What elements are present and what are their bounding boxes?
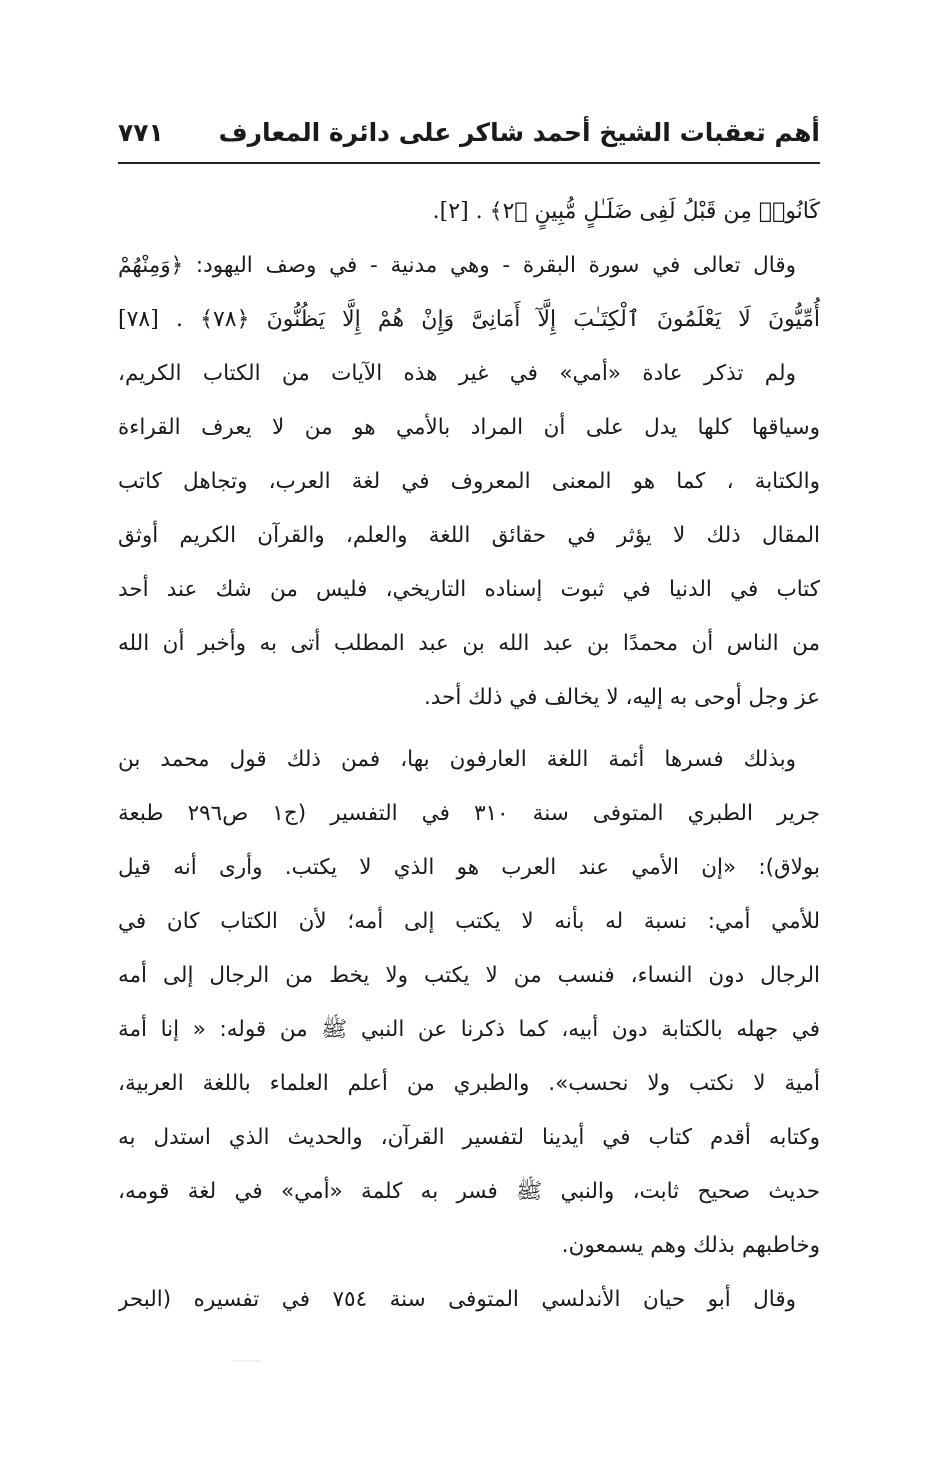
text-line: عز وجل أوحى به إليه، لا يخالف في ذلك أحد. [423,685,820,710]
body-text [118,185,820,1327]
text-line: الرجال دون النساء، فنسب من لا يكتب ولا يخط من الرجال إلى أمه [118,963,820,988]
paragraph-baqara-verse [118,239,820,347]
text-line: أمية لا نكتب ولا نحسب». والطبري من أعلم العلماء باللغة العربية، [118,1071,820,1096]
page-number: ٧٧١ [118,118,164,147]
text-line: للأمي أمي: نسبة له بأنه لا يكتب إلى أمه؛ لأن الكتاب كان في [118,909,820,934]
text-line: جرير الطبري المتوفى سنة ٣١٠ في التفسير (ج١ ص٢٩٦ طبعة [118,801,820,826]
text-line: المقال ذلك لا يؤثر في حقائق اللغة والعلم، والقرآن الكريم أوثق [118,523,820,548]
paragraph-abu-hayyan [118,1273,820,1327]
paragraph-verse-ending [118,185,820,239]
scan-speck [232,1360,260,1362]
text-line: ولم تذكر عادة «أمي» في غير هذه الآيات من الكتاب الكريم، [118,361,796,386]
text-line: كتاب في الدنيا في ثبوت إسناده التاريخي، فليس من شك عند أحد [118,577,820,602]
paragraph-tabari [118,733,820,1273]
text-line: في جهله بالكتابة دون أبيه، كما ذكرنا عن النبي ﷺ من قوله: « إنا أمة [118,1017,820,1042]
text-line: وبذلك فسرها أئمة اللغة العارفون بها، فمن ذلك قول محمد بن [118,747,796,772]
text-line: وقال تعالى في سورة البقرة - وهي مدنية - في وصف اليهود: ﴿وَمِنْهُمْ [118,253,796,278]
paragraph-gap [118,725,820,733]
text-line: بولاق): «إن الأمي عند العرب هو الذي لا يكتب. وأرى أنه قيل [118,855,820,880]
text-line: وقال أبو حيان الأندلسي المتوفى سنة ٧٥٤ في تفسيره (البحر [118,1287,797,1312]
text-line: وخاطبهم بذلك وهم يسمعون. [561,1233,820,1258]
text-line: وسياقها كلها يدل على أن المراد بالأمي هو من لا يعرف القراءة [118,415,820,440]
text-line: والكتابة ، كما هو المعنى المعروف في لغة العرب، وتجاهل كاتب [118,469,820,494]
running-header-title: أهم تعقبات الشيخ أحمد شاكر على دائرة المعارف [218,118,820,147]
text-line: أُمِّيُّونَ لَا يَعْلَمُونَ ٱلْكِتَـٰبَ إِلَّآ أَمَانِىَّ وَإِنْ هُمْ إِلَّا يَظُنُّونَ ﴿٧٨﴾ . [٧٨] [118,307,820,332]
running-header [118,112,820,164]
text-line: كَانُوا۟ مِن قَبْلُ لَفِى ضَلَـٰلٍ مُّبِينٍ ﴿٢﴾ . [٢]. [432,199,820,224]
text-line: وكتابه أقدم كتاب في أيدينا لتفسير القرآن، والحديث الذي استدل به [118,1125,820,1150]
text-line: حديث صحيح ثابت، والنبي ﷺ فسر به كلمة «أمي» في لغة قومه، [118,1179,820,1204]
text-line: من الناس أن محمدًا بن عبد الله بن عبد المطلب أتى به وأخبر أن الله [118,631,820,656]
paragraph-ummi-usage [118,347,820,725]
